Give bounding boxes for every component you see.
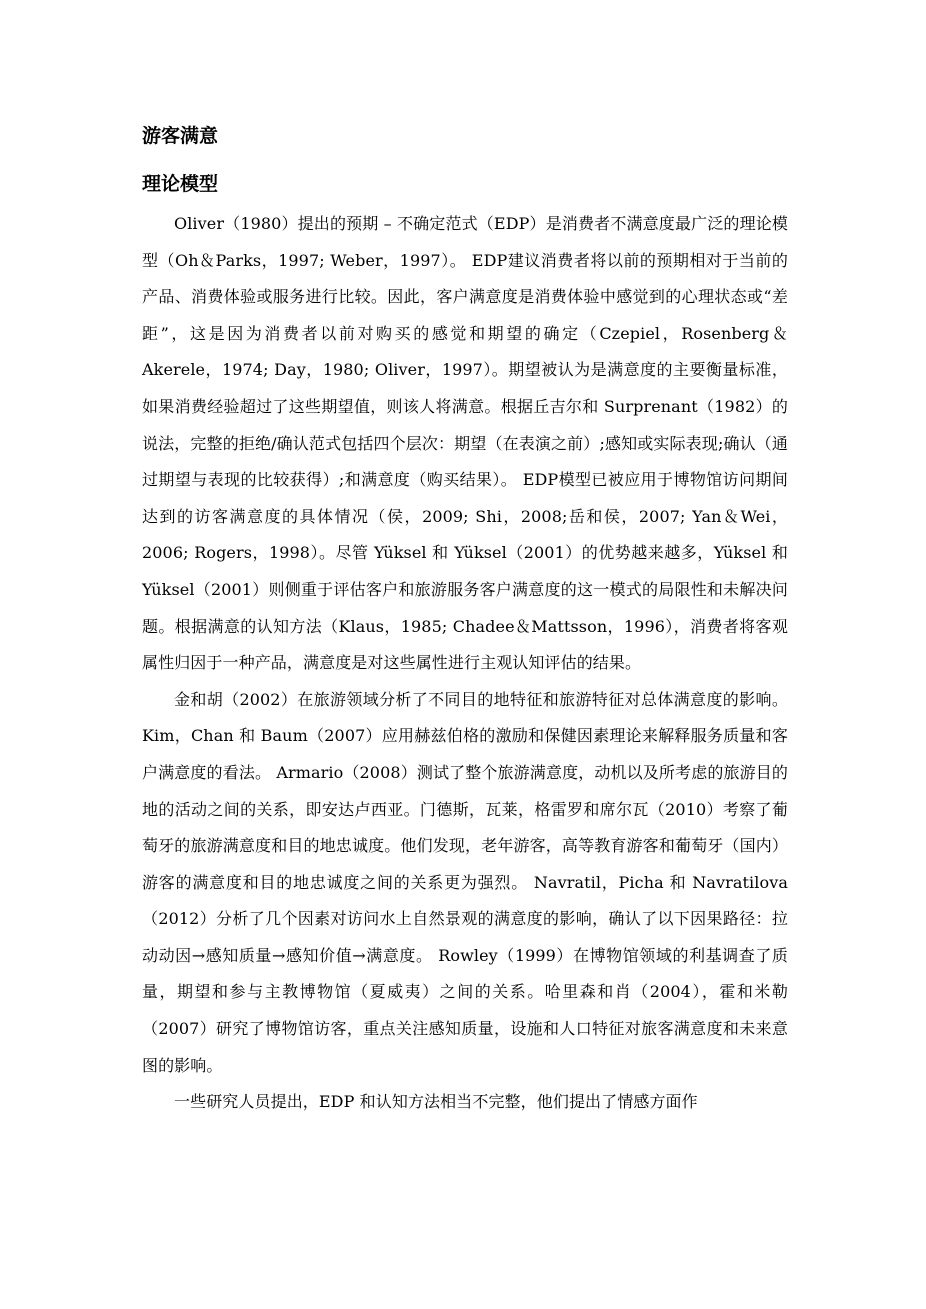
body-paragraph-3: 一些研究人员提出，EDP 和认知方法相当不完整，他们提出了情感方面作 [174, 1092, 698, 1112]
body-paragraph-1: Oliver（1980）提出的预期 – 不确定范式（EDP）是消费者不满意度最广泛的理论模型（Oh＆Parks，1997; Weber，1997）。 EDP建议消费者将以前的预期相对于当前的产品、消费体验或服务进行比较。因此，客户满意度是消费体验中感觉到的心理状态或“差距”，这是因为消费者以前对购买的感觉和期望的确定（Czepiel，Rosenberg＆Akerele，1974; Day，1980; Oliver，1997）。期望被认为是满意度的主要衡量标准，如果消费经验超过了这些期望值，则该人将满意。根据丘吉尔和 Surprenant（1982）的说法，完整的拒绝/确认范式包括四个层次：期望（在表演之前）;感知或实际表现;确认（通过期望与表现的比较获得）;和满意度（购买结果）。 EDP模型已被应用于博物馆访问期间达到的访客满意度的具体情况（侯，2009; Shi，2008;岳和侯，2007; Yan＆Wei，2006; Rogers，1998）。尽管 Yüksel 和 Yüksel（2001）的优势越来越多，Yüksel 和 Yüksel（2001）则侧重于评估客户和旅游服务客户满意度的这一模式的局限性和未解决问题。根据满意的认知方法（Klaus，1985; Chadee＆Mattsson，1996），消费者将客观属性归因于一种产品，满意度是对这些属性进行主观认知评估的结果。 [142, 214, 788, 673]
document-page [142, 118, 788, 1121]
section-title: 游客满意 [142, 125, 219, 147]
subsection-title: 理论模型 [142, 173, 219, 195]
body-paragraph-2: 金和胡（2002）在旅游领域分析了不同目的地特征和旅游特征对总体满意度的影响。 Kim，Chan 和 Baum（2007）应用赫兹伯格的激励和保健因素理论来解释服务质量和客户满意度的看法。 Armario（2008）测试了整个旅游满意度，动机以及所考虑的旅游目的地的活动之间的关系，即安达卢西亚。门德斯，瓦莱，格雷罗和席尔瓦（2010）考察了葡萄牙的旅游满意度和目的地忠诚度。他们发现，老年游客，高等教育游客和葡萄牙（国内）游客的满意度和目的地忠诚度之间的关系更为强烈。 Navratil，Picha 和 Navratilova（2012）分析了几个因素对访问水上自然景观的满意度的影响，确认了以下因果路径：拉动动因→感知质量→感知价值→满意度。 Rowley（1999）在博物馆领域的利基调查了质量，期望和参与主教博物馆（夏威夷）之间的关系。哈里森和肖（2004），霍和米勒（2007）研究了博物馆访客，重点关注感知质量，设施和人口特征对旅客满意度和未来意图的影响。 [142, 689, 788, 1075]
